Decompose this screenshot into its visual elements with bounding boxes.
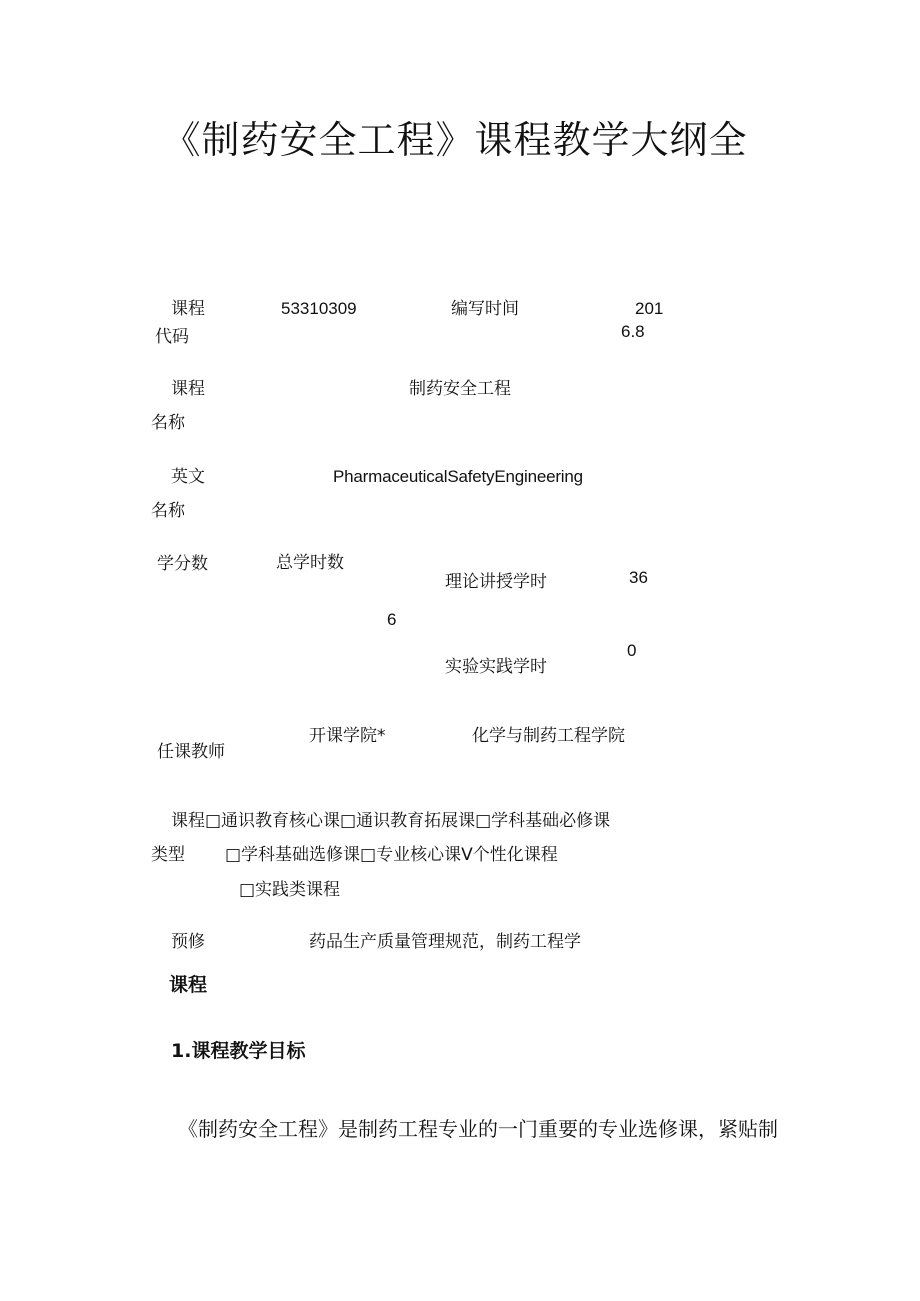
credits-label: 学分数 — [157, 554, 208, 574]
course-code-value: 53310309 — [281, 299, 357, 318]
section-paragraph: 《制药安全工程》是制药工程专业的一门重要的专业选修课，紧贴制 — [178, 1117, 778, 1141]
course-name-value: 制药安全工程 — [409, 379, 511, 399]
credits-value: 6 — [387, 610, 397, 629]
document-title: 《制药安全工程》课程教学大纲全 — [162, 118, 748, 162]
practice-hours-value: 0 — [627, 641, 637, 660]
course-code-label-line2: 代码 — [155, 327, 189, 347]
college-value: 化学与制药工程学院 — [472, 726, 625, 746]
college-label: 开课学院* — [309, 726, 386, 746]
prereq-label-line2: 课程 — [169, 974, 208, 996]
course-type-label-line2: 类型 — [151, 845, 185, 865]
prereq-label: 预修 — [171, 932, 205, 952]
section-heading: 1.课程教学目标 — [171, 1040, 306, 1062]
course-type-options-line2: □学科基础选修课□专业核心课V个性化课程 — [225, 845, 558, 865]
course-type-options-line1: □通识教育核心课□通识教育拓展课□学科基础必修课 — [205, 811, 611, 831]
prereq-value: 药品生产质量管理规范，制药工程学 — [309, 932, 581, 952]
course-type-label-line1: 课程 — [171, 811, 205, 831]
course-code-label-line1: 课程 — [171, 299, 205, 319]
practice-hours-label: 实验实践学时 — [445, 657, 547, 677]
course-name-label-line2: 名称 — [151, 413, 185, 433]
english-name-label-line1: 英文 — [171, 467, 205, 487]
write-time-value-line2: 6.8 — [621, 322, 645, 341]
course-name-label-line1: 课程 — [171, 379, 205, 399]
course-type-options-line3: □实践类课程 — [239, 880, 341, 900]
theory-hours-label: 理论讲授学时 — [445, 572, 547, 592]
english-name-label-line2: 名称 — [151, 501, 185, 521]
total-hours-label: 总学时数 — [276, 553, 344, 573]
teacher-label: 任课教师 — [157, 742, 225, 762]
theory-hours-value: 36 — [629, 568, 648, 587]
write-time-label: 编写时间 — [451, 299, 519, 319]
english-name-value: PharmaceuticalSafetyEngineering — [333, 467, 583, 486]
write-time-value-line1: 201 — [635, 299, 664, 318]
